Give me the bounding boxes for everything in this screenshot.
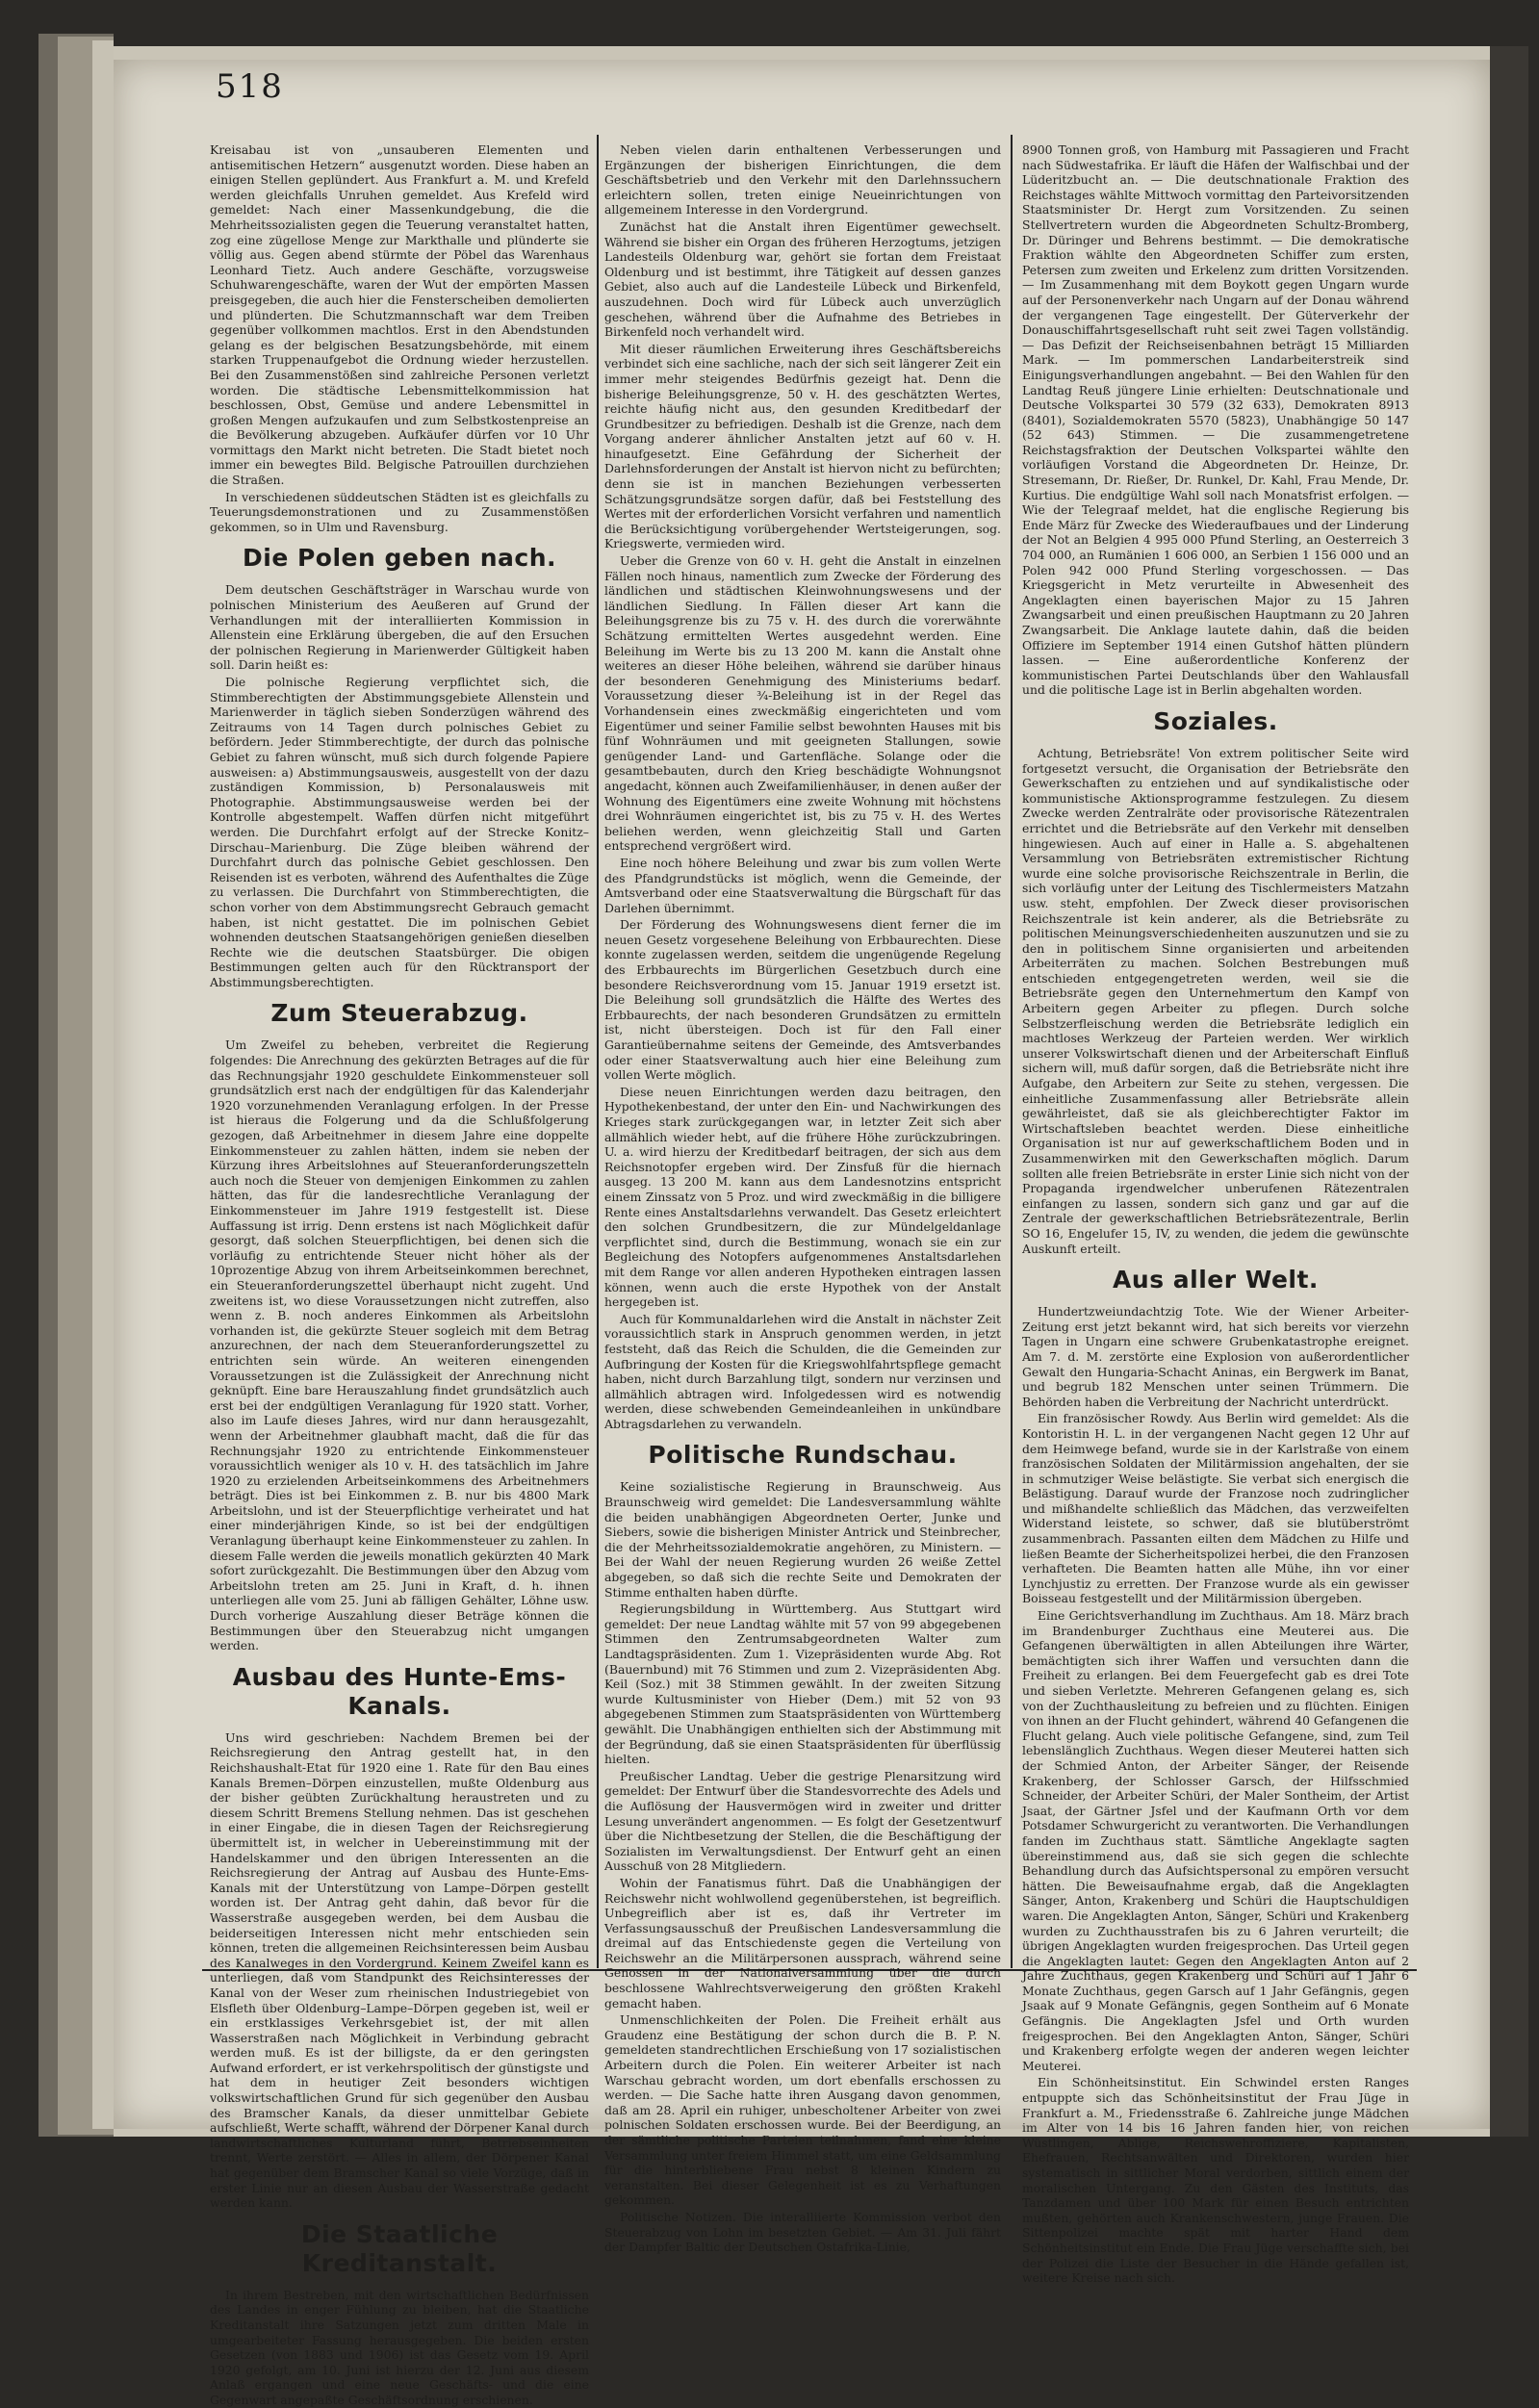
article-text: Eine noch höhere Beleihung und zwar bis zum vollen Werte des Pfandgrundstücks ist möglich, wenn die Gemeinde, der Amtsverband oder eine Staatsverwaltung die Bürgschaft für das Darlehen übernimmt. (604, 855, 1001, 915)
article-text: Keine sozialistische Regierung in Braunschweig. Aus Braunschweig wird gemeldet: Die Landesversammlung wählte die beiden unabhängigen Abgeordneten Oerter, Junke und Siebers, sowie die bisherigen Minister Antrick und Steinbrecher, die der Mehrheitssozialdemokratie angehören, zu Ministern. — Bei der Wahl der neuen Regierung wurden 26 weiße Zettel abgegeben, so daß sich die rechte Seite und Demokraten der Stimme enthalten haben dürfte. (604, 1479, 1001, 1600)
headline-steuerabzug: Zum Steuerabzug. (270, 999, 528, 1028)
article-text: Ein französischer Rowdy. Aus Berlin wird gemeldet: Als die Kontoristin H. L. in der vergangenen Nacht gegen 12 Uhr auf dem Heimwege befand, wurde sie in der Karlstraße von einem französischen Soldaten der Militärmission angehalten, der sie in schmutziger Weise belästigte. Sie verbat sich energisch die Belästigung. Darauf wurde der Franzose noch zudringlicher und mißhandelte schließlich das Mädchen, das verzweifelten Widerstand leistete, so schwer, daß sie blutüberströmt zusammenbrach. Passanten eilten dem Mädchen zu Hilfe und ließen Beamte der Sicherheitspolizei herbei, die den Franzosen verhafteten. Die Beamten hatten alle Mühe, ihn vor einer Lynchjustiz zu erretten. Der Franzose wurde als ein gewisser Boisseau festgestellt und der Militärmission übergeben. (1022, 1411, 1409, 1606)
article-text: Diese neuen Einrichtungen werden dazu beitragen, den Hypothekenbestand, der unter den Ein- und Nachwirkungen des Krieges stark zurückgegangen war, in letzter Zeit sich aber allmählich wieder hebt, auf die frühere Höhe zurückzubringen. U. a. wird hierzu der Kreditbedarf beitragen, der sich aus dem Reichsnotopfer ergeben wird. Der Zinsfuß für die hiernach ausgeg. 13 200 M. kann aus dem Landesnotzins entspricht einem Zinssatz von 5 Proz. und wird zweckmäßig in die billigere Rente eines Anstaltsdarlehns verwandelt. Das Gesetz erleichtert den solchen Grundbesitzern, die zur Mündelgeldanlage verpflichtet sind, durch die Bestimmung, wonach sie ein zur Begleichung des Notopfers aufgenommenes Anstaltsdarlehen mit dem Range vor allen anderen Hypotheken eintragen lassen können, wenn auch die erste Hypothek von der Anstalt hergegeben ist. (604, 1084, 1001, 1310)
article-text: Der Förderung des Wohnungswesens dient ferner die im neuen Gesetz vorgesehene Beleihung von Erbbaurechten. Diese konnte zugelassen werden, seitdem die ungenügende Regelung des Erbbaurechts im Bürgerlichen Gesetzbuch durch eine besondere Reichsverordnung vom 15. Januar 1919 ersetzt ist. Die Beleihung soll grundsätzlich die Hälfte des Wertes des Erbbaurechts, der nach besonderen Grundsätzen zu ermitteln ist, nicht übersteigen. Doch ist für den Fall einer Garantieübernahme seitens der Gemeinde, des Amtsverbandes oder einer Staatsverwaltung auch hier eine Beleihung zum vollen Werte möglich. (604, 917, 1001, 1083)
article-text: Kreisabau ist von „unsauberen Elementen und antisemitischen Hetzern“ ausgenutzt worden. Diese haben an einigen Stellen geplündert. Aus Frankfurt a. M. und Krefeld werden gleichfalls Unruhen gemeldet. Aus Krefeld wird gemeldet: Nach einer Massenkundgebung, die die Mehrheitssozialisten gegen die Teuerung veranstaltet hatten, zog eine zügellose Menge zur Markthalle und plünderte sie völlig aus. Gegen abend stürmte der Pöbel das Warenhaus Leonhard Tietz. Auch andere Geschäfte, vorzugsweise Schuhwarengeschäfte, waren der Wut der empörten Massen preisgegeben, die auch hier die Fensterscheiben demolierten und plünderten. Die Schutzmannschaft war dem Treiben gegenüber vollkommen machtlos. Erst in den Abendstunden gelang es der belgischen Besatzungsbehörde, mit einem starken Truppenaufgebot die Ordnung wieder herzustellen. Bei den Zusammenstößen sind zahlreiche Personen verletzt worden. Die städtische Lebensmittelkommission hat beschlossen, Obst, Gemüse und andere Lebensmittel in großen Mengen aufzukaufen und zum Selbstkostenpreise an die Bevölkerung abzugeben. Aufkäufer dürfen vor 10 Uhr vormittags den Markt nicht betreten. Die Stadt bietet noch immer ein bewegtes Bild. Belgische Patrouillen durchziehen die Straßen. (210, 142, 589, 488)
headline-politische-rundschau: Politische Rundschau. (648, 1441, 958, 1470)
article-text: 8900 Tonnen groß, von Hamburg mit Passagieren und Fracht nach Südwestafrika. Er läuft die Häfen der Walfischbai und der Lüderitzbucht an. — Die deutschnationale Fraktion des Reichstages wählte Mittwoch vormittag den Parteivorsitzenden Staatsminister Dr. Hergt zum Vorsitzenden. Zu seinen Stellvertretern wurden die Abgeordneten Schultz-Bromberg, Dr. Düringer und Behrens bestimmt. — Die demokratische Fraktion wählte den Abgeordneten Schiffer zum ersten, Petersen zum zweiten und Erkelenz zum dritten Vorsitzenden. — Im Zusammenhang mit dem Boykott gegen Ungarn wurde auf der Personenverkehr nach Ungarn auf der Donau während der vergangenen Tage eingestellt. Der Güterverkehr der Donauschiffahrtsgesellschaft ruht seit zwei Tagen vollständig. — Das Defizit der Reichseisenbahnen beträgt 15 Milliarden Mark. — Im pommerschen Landarbeiterstreik sind Einigungsverhandlungen angebahnt. — Bei den Wahlen für den Landtag Reuß jüngere Linie erhielten: Deutschnationale und Deutsche Volkspartei 30 579 (32 633), Demokraten 8913 (8401), Sozialdemokraten 5570 (5823), Unabhängige 50 147 (52 643) Stimmen. — Die zusammengetretene Reichstagsfraktion der Deutschen Volkspartei wählte den vorläufigen Vorstand die Abgeordneten Dr. Heinze, Dr. Stresemann, Dr. Rießer, Dr. Runkel, Dr. Kahl, Frau Mende, Dr. Kurtius. Die endgültige Wahl soll nach Monatsfrist erfolgen. — Wie der Telegraaf meldet, hat die englische Regierung bis Ende März für Zwecke des Wiederaufbaues und der Linderung der Not an Belgien 4 995 000 Pfund Sterling, an Oesterreich 3 704 000, an Rumänien 1 606 000, an Serbien 1 156 000 und an Polen 942 000 Pfund Sterling vorgeschossen. — Das Kriegsgericht in Metz verurteilte in Abwesenheit des Angeklagten einen bayerischen Major zu 15 Jahren Zwangsarbeit und einen preußischen Hauptmann zu 20 Jahren Zwangsarbeit. Die Anklage lautete dahin, daß die beiden Offiziere im September 1914 einen Gutshof hätten plündern lassen. — Eine außerordentliche Konferenz der kommunistischen Partei Deutschlands über den Wahlausfall und die politische Lage ist in Berlin abgehalten worden. (1022, 142, 1409, 698)
headline-kreditanstalt: Die Staatliche Kreditanstalt. (300, 2219, 499, 2277)
headline-polen: Die Polen geben nach. (243, 544, 556, 573)
article-text: Eine Gerichtsverhandlung im Zuchthaus. Am 18. März brach im Brandenburger Zuchthaus eine Meuterei aus. Die Gefangenen überwältigten in allen Abteilungen ihre Wärter, bemächtigten sich ihrer Waffen und versuchten dann die Freiheit zu erlangen. Bei dem Feuergefecht gab es drei Tote und sieben Verletzte. Mehreren Gefangenen gelang es, sich von der Zuchthausleitung zu befreien und zu flüchten. Einigen von ihnen an der Flucht gehindert, während 40 Gefangenen die Flucht gelang. Auch viele politische Gefangene, sind, zum Teil lebenslänglich Zuchthaus. Wegen dieser Meuterei hatten sich der Schmied Anton, der Arbeiter Sänger, der Reisende Krakenberg, der Schlosser Garsch, der Hilfsschmied Schneider, der Arbeiter Schüri, der Maler Sontheim, der Artist Jsaat, der Gärtner Jsfel und der Kaufmann Orth vor dem Potsdamer Schwurgericht zu verantworten. Die Verhandlungen fanden im Zuchthaus statt. Sämtliche Angeklagte sagten übereinstimmend aus, daß sie sich gegen die schlechte Behandlung durch das Aufsichtspersonal zu empören versucht hätten. Die Beweisaufnahme ergab, daß die Angeklagten Sänger, Anton, Krakenberg und Schüri die Hauptschuldigen waren. Die Angeklagten Anton, Sänger, Schüri und Krakenberg wurden zu Zuchthausstrafen bis zu 6 Jahren verurteilt; die übrigen Angeklagten wurden freigesprochen. Das Urteil gegen die Angeklagten lautet: Gegen den Angeklagten Anton auf 2 Jahre Zuchthaus, gegen Krakenberg und Schüri auf 1 Jahr 6 Monate Zuchthaus, gegen Garsch auf 1 Jahr Gefängnis, gegen Jsaak auf 9 Monate Gefängnis, gegen Sontheim auf 6 Monate Gefängnis. Die Angeklagten Jsfel und Orth wurden freigesprochen. Bei den Angeklagten Anton, Sänger, Schüri und Krakenberg erfolgte wegen der anderen wegen leichter Meuterei. (1022, 1608, 1409, 2073)
article-text: Achtung, Betriebsräte! Von extrem politischer Seite wird fortgesetzt versucht, die Organisation der Betriebsräte den Gewerkschaften zu entziehen und auf syndikalistische oder kommunistische Aktionsprogramme festzulegen. Zu diesem Zwecke werden Zentralräte oder provisorische Rätezentralen errichtet und die Betriebsräte auf den Verkehr mit denselben hingewiesen. Auch auf einer in Halle a. S. abgehaltenen Versammlung von Betriebsräten extremistischer Richtung wurde eine solche provisorische Reichszentrale in Berlin, die sich vorläufig unter der Leitung des Tischlermeisters Matzahn usw. steht, empfohlen. Der Zweck dieser provisorischen Reichszentrale ist kein anderer, als die Betriebsräte zu politischen Meinungsverschiedenheiten auszunutzen und sie zu den in politischem Sinne organisierten und arbeitenden Arbeiterräten zu machen. Solchen Bestrebungen muß entschieden entgegengetreten werden, weil sie die Betriebsräte gegen den Unternehmertum den Kampf von Arbeitern gegen Arbeiter zu pflegen. Durch solche Selbstzerfleischung werden die Betriebsräte lediglich ein machtloses Werkzeug der Parteien werden. Wer wirklich unserer Volkswirtschaft dienen und der Arbeiterschaft Einfluß sichern will, muß dafür sorgen, daß die Betriebsräte nicht ihre Aufgabe, den Arbeitern zur Seite zu stehen, vergessen. Die einheitliche Zusammenfassung aller Betriebsräte allein gewährleistet, daß sie als gleichberechtigter Faktor im Wirtschaftsleben beachtet werden. Diese einheitliche Organisation ist nur auf gewerkschaftlichem Boden und in Zusammenwirken mit den Gewerkschaften möglich. Darum sollten alle freien Betriebsräte in erster Linie sich nicht von der Propaganda irgendwelcher unberufenen Rätezentralen einfangen zu lassen, sondern sich ganz und gar auf die Zentrale der gewerkschaftlichen Betriebsrätezentrale, Berlin SO 16, Engelufer 15, IV, zu wenden, die jedem die gewünschte Auskunft erteilt. (1022, 745, 1409, 1256)
article-text: Unmenschlichkeiten der Polen. Die Freiheit erhält aus Graudenz eine Bestätigung der schon durch die B. P. N. gemeldeten standrechtlichen Erschießung von 17 sozialistischen Arbeitern durch die Polen. Ein weiterer Arbeiter ist nach Warschau gebracht worden, um dort ebenfalls erschossen zu werden. — Die Sache hatte ihren Ausgang davon genommen, daß am 28. April ein ruhiger, unbescholtener Arbeiter von zwei polnischen Soldaten erschossen wurde. Bei der Beerdigung, an der sämtliche politische Parteien teilnahmen, fand eine kleine Versammlung unter freiem Himmel statt, um eine Geldsammlung für die hinterbliebene Frau nebst 8 kleinen Kindern zu veranstalten. Bei dieser Gelegenheit ist es zu Verhaftungen gekommen. (604, 2012, 1001, 2208)
page-number: 518 (216, 67, 284, 106)
article-text: Zunächst hat die Anstalt ihren Eigentümer gewechselt. Während sie bisher ein Organ des früheren Herzogtums, jetzigen Landesteils Oldenburg war, gehört sie fortan dem Freistaat Oldenburg und ist bestimmt, ihre Tätigkeit auf dessen ganzes Gebiet, also auch auf die Landesteile Lübeck und Birkenfeld, auszudehnen. Doch wird für Lübeck auch unverzüglich geschehen, während über die Aufnahme des Betriebes in Birkenfeld noch verhandelt wird. (604, 218, 1001, 340)
article-text: Auch für Kommunaldarlehen wird die Anstalt in nächster Zeit voraussichtlich stark in Anspruch genommen werden, in jetzt feststeht, daß das Reich die Schulden, die die Gemeinden zur Aufbringung der Kosten für die Kriegswohlfahrtspflege gemacht haben, nicht durch Barzahlung tilgt, sondern nur verzinsen und allmählich abtragen wird. Infolgedessen wird es notwendig werden, diese schwebenden Gemeindeanleihen in unkündbare Abtragsdarlehen zu verwandeln. (604, 1311, 1001, 1431)
headline-soziales: Soziales. (1153, 706, 1278, 735)
headline-aus-aller-welt: Aus aller Welt. (1113, 1266, 1319, 1294)
column-3 (1022, 142, 1409, 2286)
article-text: Politische Notizen. Die interalliierte Kommission verbot den Steuerabzug von Lohn im besetzten Gebiet. — Am 31. Juli fährt der Dampfer Baltic der Deutschen Ostafrika-Linie, (604, 2209, 1001, 2255)
article-text: Ein Schönheitsinstitut. Ein Schwindel ersten Ranges entpuppte sich das Schönheitsinstitut der Frau Jüge in Frankfurt a. M., Friedensstraße 6. Zahlreiche junge Mädchen im Alter von 14 bis 16 Jahren fanden hier, von reichen Wüstlingen, Ablige, Reichswehroffiziere, Kapitalisten, Ehefrauen, Rechtsanwälten und Direktoren, wurden hier systematisch in sittlicher Moral verdorben, sittlich einem der moralischen Untergang. Zu den Gästen des Instituts, das Tanzdamen und über 100 Mark für einen Besuch entrichten mußten, gehörten auch Krankenschwestern, junge Frauen. Die Sittenpolizei machte spät mit harter Hand dem Schönheitsinstitut ein Ende. Die Frau Jüge verschaffte sich, bei der Polizei die Liste der Besucher in die Hände gefallen ist, weitere Kreise nach sich. (1022, 2075, 1409, 2286)
column-2 (604, 142, 1001, 2255)
article-text: Mit dieser räumlichen Erweiterung ihres Geschäftsbereichs verbindet sich eine sachliche, nach der sich seit längerer Zeit ein immer mehr steigendes Bedürfnis gezeigt hat. Denn die bisherige Beleihungsgrenze, 50 v. H. des geschätzten Wertes, reichte häufig nicht aus, den gesunden Kreditbedarf der Grundbesitzer zu befriedigen. Deshalb ist die Grenze, nach dem Vorgang anderer ähnlicher Anstalten jetzt auf 60 v. H. hinaufgesetzt. Eine Gefährdung der Sicherheit der Darlehnsforderungen der Anstalt ist hiervon nicht zu befürchten; denn sie ist in manchen Beziehungen verbesserten Schätzungsgrundsätze sorgen dafür, daß bei Feststellung des Wertes mit der erforderlichen Vorsicht verfahren und namentlich die Berücksichtigung vorübergehender Wertsteigerungen, sog. Kriegswerte, vermieden wird. (604, 341, 1001, 551)
article-text: Preußischer Landtag. Ueber die gestrige Plenarsitzung wird gemeldet: Der Entwurf über die Standesvorrechte des Adels und die Auflösung der Hausvermögen wird in zweiter und dritter Lesung unverändert angenommen. — Es folgt der Gesetzentwurf über die Nichtbesetzung der Stellen, die die Beschäftigung der Sozialisten im Verwaltungsdienst. Der Entwurf geht an einen Ausschuß von 28 Mitgliedern. (604, 1768, 1001, 1874)
article-text: Uns wird geschrieben: Nachdem Bremen bei der Reichsregierung den Antrag gestellt hat, in den Reichshaushalt-Etat für 1920 eine 1. Rate für den Bau eines Kanals Bremen–Dörpen einzustellen, mußte Oldenburg aus der bisher geübten Zurückhaltung heraustreten und zu diesem Schritt Bremens Stellung nehmen. Das ist geschehen in einer Eingabe, die in diesen Tagen der Reichsregierung übermittelt ist, in welcher in Uebereinstimmung mit der Handelskammer und den übrigen Interessenten an die Reichsregierung der Antrag auf Ausbau des Hunte-Ems-Kanals mit der Unterstützung von Lampe–Dörpen gestellt worden ist. Der Antrag geht dahin, daß bevor für die Wasserstraße ausgegeben werden, bei dem Ausbau die beiderseitigen Interessen nicht mehr entschieden sein können, treten die allgemeinen Reichsinteressen beim Ausbau des Kanalweges in den Vordergrund. Keinem Zweifel kann es unterliegen, daß vom Standpunkt des Reichsinteresses der Kanal von der Weser zum rheinischen Industriegebiet von Elsfleth über Oldenburg–Lampe–Dörpen gegeben ist, weil er ein erstklassiges Verkehrsgebiet ist, der mit allen Wasserstraßen nach Möglichkeit in Verbindung gebracht werden muß. Es ist der billigste, da er den geringsten Aufwand erfordert, er ist verkehrspolitisch der günstigste und hat dem in heutiger Zeit besonders wichtigen volkswirtschaftlichen Grund für sich gegenüber den Ausbau des Bramscher Kanals, da dieser unmittelbar Gebiete aufschließt, Werte schafft, während der Dörpener Kanal durch landwirtschaftliches Kulturland führt, Betriebseinheiten trennt, Werte zerstört. — Alles in allem, der Dörpener Kanal hat gegenüber dem Bramscher Kanal so viele Vorzüge, daß in erster Linie nur an diesen Ausbau der Wasserstraße gedacht werden kann. (210, 1729, 589, 2211)
headline-kanal: Ausbau des Hunte-Ems-Kanals. (232, 1662, 567, 1720)
column-rule-2 (1011, 135, 1013, 1968)
article-text: Dem deutschen Geschäftsträger in Warschau wurde von polnischen Ministerium des Aeußeren auf Grund der Verhandlungen mit der interalliierten Kommission in Allenstein eine Erklärung übergeben, die auf den Ersuchen der polnischen Regierung in Marienwerder Gültigkeit haben soll. Darin heißt es: (210, 582, 589, 673)
article-text: Regierungsbildung in Württemberg. Aus Stuttgart wird gemeldet: Der neue Landtag wählte mit 57 von 99 abgegebenen Stimmen den Zentrumsabgeordneten Walter zum Landtagspräsidenten. Zum 1. Vizepräsidenten wurde Abg. Rot (Bauernbund) mit 76 Stimmen und zum 2. Vizepräsidenten Abg. Keil (Soz.) mit 38 Stimmen gewählt. In der zweiten Sitzung wurde Kultusminister von Hieber (Dem.) mit 52 von 93 abgegebenen Stimmen zum Staatspräsidenten von Württemberg gewählt. Die Unabhängigen enthielten sich der Abstimmung mit der Begründung, daß sie einen Staatspräsidenten für überflüssig hielten. (604, 1601, 1001, 1767)
article-text: Wohin der Fanatismus führt. Daß die Unabhängigen der Reichswehr nicht wohlwollend gegenüberstehen, ist begreiflich. Unbegreiflich aber ist es, daß ihr Vertreter im Verfassungsausschuß der Preußischen Landesversammlung die dreimal auf das Entschiedenste gegen die Verteilung von Reichswehr an die Militärpersonen aussprach, während seine Genossen in der Nationalversammlung über die durch beschlossene Wahlrechtsverweigerung den größten Krakehl gemacht haben. (604, 1875, 1001, 2011)
article-text: Neben vielen darin enthaltenen Verbesserungen und Ergänzungen der bisherigen Einrichtungen, die dem Geschäftsbetrieb und den Verkehr mit den Darlehnssuchern erleichtern sollen, treten einige Neueinrichtungen von allgemeinem Interesse in den Vordergrund. (604, 142, 1001, 218)
article-text: Um Zweifel zu beheben, verbreitet die Regierung folgendes: Die Anrechnung des gekürzten Betrages auf die für das Rechnungsjahr 1920 geschuldete Einkommensteuer soll grundsätzlich erst nach der endgültigen für das Kalenderjahr 1920 vorzunehmenden Veranlagung erfolgen. In der Presse ist hieraus die Folgerung und da die Schlußfolgerung gezogen, daß Arbeitnehmer in diesem Jahre eine doppelte Einkommensteuer zu zahlen hätten, indem sie neben der Kürzung ihres Arbeitslohnes auf Steueranforderungszetteln auch noch die Steuer von demjenigen Einkommen zu zahlen hätten, das für die landesrechtliche Veranlagung der Einkommensteuer im Jahre 1919 festgestellt ist. Diese Auffassung ist irrig. Denn erstens ist nach Möglichkeit dafür gesorgt, daß solchen Steuerpflichtigen, bei denen sich die vorläufig zu entrichtende Steuer nicht höher als der 10prozentige Abzug von ihrem Arbeitseinkommen berechnet, ein Steueranforderungszettel überhaupt nicht zugeht. Und zweitens ist, wo diese Voraussetzungen nicht zutreffen, also wenn z. B. noch anderes Einkommen als Arbeitslohn vorhanden ist, die gekürzte Steuer sogleich mit dem Betrag anzurechnen, der nach dem Steueranforderungszettel zu entrichten sein würde. An weiteren einengenden Voraussetzungen ist die Zulässigkeit der Anrechnung nicht geknüpft. Eine bare Herauszahlung findet grundsätzlich auch erst bei der endgültigen Veranlagung für 1920 statt. Vorher, also im Laufe dieses Jahres, wird nur dann herausgezahlt, wenn der Arbeitnehmer glaubhaft macht, daß die für das Rechnungsjahr 1920 zu entrichtende Einkommensteuer voraussichtlich weniger als 10 v. H. des tatsächlich im Jahre 1920 zu erzielenden Arbeitseinkommens des Arbeitnehmers beträgt. Dies ist bei Einkommen z. B. nur bis 4800 Mark Arbeitslohn, und ist der Steuerpflichtige verheiratet und hat einer minderjährigen Kinde, so ist bei der endgültigen Veranlagung überhaupt keine Einkommensteuer zu zahlen. In diesem Falle werden die jeweils monatlich gekürzten 40 Mark sofort zurückgezahlt. Die Bestimmungen über den Abzug vom Arbeitslohn treten am 25. Juni in Kraft, d. h. ihnen unterliegen alle vom 25. Juni ab fälligen Gehälter, Löhne usw. Durch vorherige Auszahlung dieser Beträge können die Bestimmungen über den Steuerabzug nicht umgangen werden. (210, 1037, 589, 1653)
article-text: Die polnische Regierung verpflichtet sich, die Stimmberechtigten der Abstimmungsgebiete Allenstein und Marienwerder in täglich sieben Sonderzügen während des Zeitraums von 14 Tagen durch polnisches Gebiet zu befördern. Jeder Stimmberechtigte, der durch das polnische Gebiet zu fahren wünscht, muß sich durch folgende Papiere ausweisen: a) Abstimmungsausweis, ausgestellt von der dazu zuständigen Kommission, b) Personalausweis mit Photographie. Abstimmungsausweise werden bei der Kontrolle abgestempelt. Waffen dürfen nicht mitgeführt werden. Die Durchfahrt erfolgt auf der Strecke Konitz–Dirschau–Marienburg. Die Züge bleiben während der Durchfahrt durch das polnische Gebiet geschlossen. Den Reisenden ist es verboten, während des Aufenthaltes die Züge zu verlassen. Die Durchfahrt von Stimmberechtigten, die schon vorher von dem Abstimmungsrecht Gebrauch gemacht haben, ist nicht gestattet. Die im polnischen Gebiet wohnenden deutschen Staatsangehörigen genießen dieselben Rechte wie die deutschen Staatsbürger. Die obigen Bestimmungen gelten auch für den Rücktransport der Abstimmungsberechtigten. (210, 675, 589, 989)
article-text: In ihrem Bestreben, mit den wirtschaftlichen Bedürfnissen des Landes in enger Fühlung zu bleiben, hat die Staatliche Kreditanstalt ihre Satzungen jetzt zum dritten Male in umgearbeiteter Fassung herausgegeben. Die beiden ersten Gesetzen (von 1883 und 1906) ist das Gesetz vom 19. April 1920 gefolgt, am 10. Juni ist hierzu der 12. Juni aus diesem Anlaß ergangen und eine neue Geschäfts- und die eine Gegenwart angepaßte Geschäftsordnung erschienen. (210, 2287, 589, 2407)
column-rule-1 (597, 135, 599, 1968)
article-text: In verschiedenen süddeutschen Städten ist es gleichfalls zu Teuerungsdemonstrationen und zu Zusammenstößen gekommen, so in Ulm und Ravensburg. (210, 489, 589, 534)
article-text: Ueber die Grenze von 60 v. H. geht die Anstalt in einzelnen Fällen noch hinaus, namentlich zum Zwecke der Förderung des ländlichen und städtischen Kleinwohnungswesens und der ländlichen Siedlung. In Fällen dieser Art kann die Beleihungsgrenze bis zu 75 v. H. des durch die vorerwähnte Schätzung ermittelten Wertes ausgedehnt werden. Eine Beleihung im Werte bis zu 13 200 M. kann die Anstalt ohne weiteres an dieser Höhe beleihen, während sie darüber hinaus der besonderen Genehmigung des Ministeriums bedarf. Voraussetzung dieser ¾-Beleihung ist in der Regel das Vorhandensein eines zweckmäßig eingerichteten und vom Eigentümer und seiner Familie selbst bewohnten Hauses mit bis fünf Wohnräumen und mit geeigneten Stallungen, sowie genügender Land- und Gartenfläche. Solange oder die gesamtbebauten, durch den Krieg beschädigte Wohnungsnot angedacht, können auch Zweifamilienhäuser, in denen außer der Wohnung des Eigentümers eine zweite Wohnung mit höchstens drei Wohnräumen eingerichtet ist, bis zu 75 v. H. des Wertes beliehen werden, wenn gleichzeitig Stall und Garten entsprechend vergrößert wird. (604, 553, 1001, 854)
column-1 (210, 142, 589, 2407)
article-text: Hundertzweiundachtzig Tote. Wie der Wiener Arbeiter-Zeitung erst jetzt bekannt wird, hat sich bereits vor vierzehn Tagen in Ungarn eine schwere Grubenkatastrophe ereignet. Am 7. d. M. zerstörte eine Explosion von außerordentlicher Gewalt den Hungaria-Schacht Aninas, ein Bergwerk im Banat, und begrub 182 Menschen unter seinen Trümmern. Die Behörden haben die Verbreitung der Nachricht unterdrückt. (1022, 1304, 1409, 1409)
